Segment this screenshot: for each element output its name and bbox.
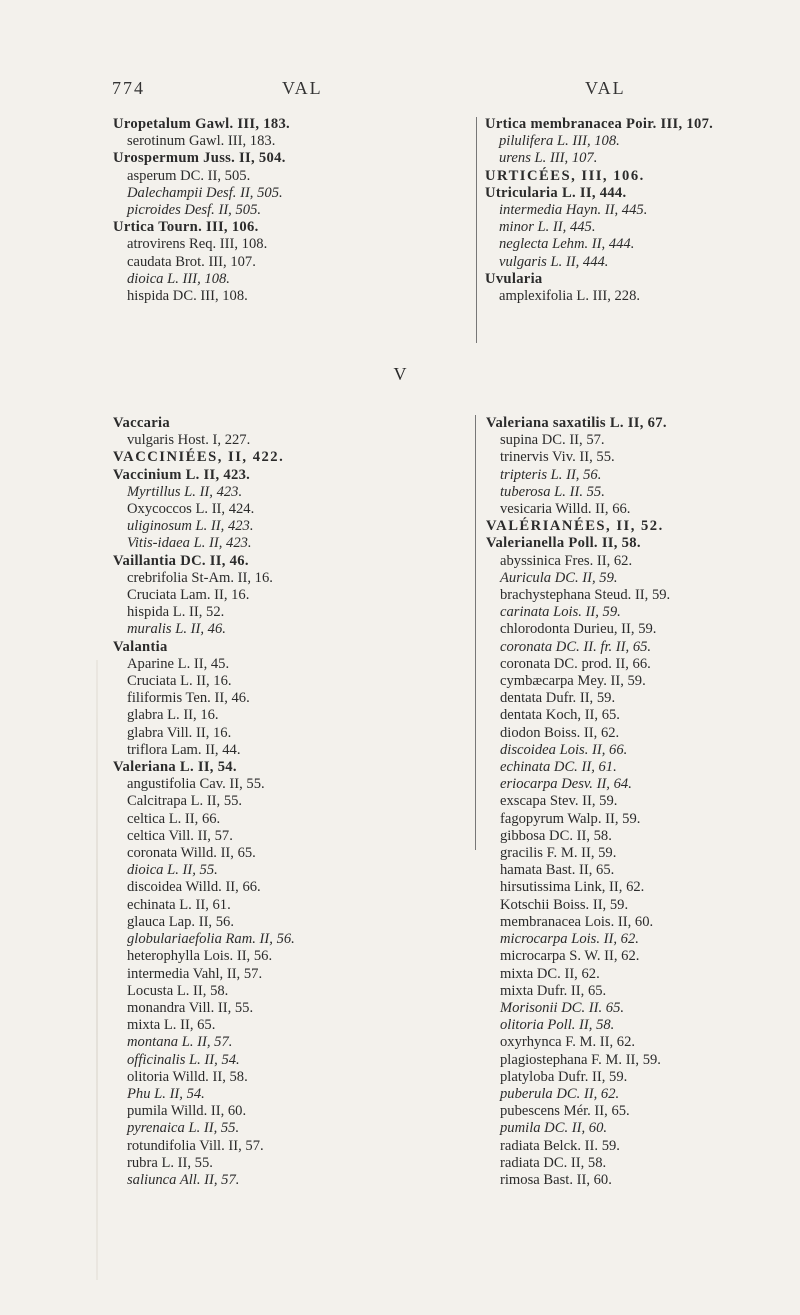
species-entry: officinalis L. II, 54. [127, 1051, 240, 1068]
running-head-left: VAL [282, 78, 323, 98]
species-entry: montana L. II, 57. [127, 1034, 233, 1051]
species-entry: puberula DC. II, 62. [500, 1085, 620, 1102]
page-number: 774 [112, 78, 145, 98]
species-entry: Oxycoccos L. II, 424. [127, 501, 255, 518]
species-entry: angustifolia Cav. II, 55. [127, 776, 265, 793]
species-entry: uliginosum L. II, 423. [127, 518, 254, 535]
species-entry: tripteris L. II, 56. [500, 466, 602, 483]
species-entry: Myrtillus L. II, 423. [127, 483, 243, 500]
species-entry: Vitis-idaea L. II, 423. [127, 535, 252, 552]
species-entry: globulariaefolia Ram. II, 56. [127, 931, 295, 948]
species-entry: glabra L. II, 16. [127, 707, 219, 724]
index-column-bottom-left [113, 415, 458, 1189]
species-entry: intermedia Vahl, II, 57. [127, 965, 263, 982]
genus-entry: Uropetalum Gawl. III, 183. [113, 116, 290, 132]
species-entry: microcarpa S. W. II, 62. [500, 948, 640, 965]
species-entry: Calcitrapa L. II, 55. [127, 793, 243, 810]
genus-entry: Valeriana L. II, 54. [113, 759, 237, 776]
section-letter: V [393, 364, 407, 384]
genus-entry: Utricularia L. II, 444. [485, 184, 627, 201]
species-entry: diodon Boiss. II, 62. [500, 724, 620, 741]
species-entry: muralis L. II, 46. [127, 621, 226, 638]
species-entry: pyrenaica L. II, 55. [127, 1120, 240, 1137]
running-head-right: VAL [585, 78, 626, 98]
species-entry: amplexifolia L. III, 228. [499, 288, 641, 305]
species-entry: exscapa Stev. II, 59. [500, 793, 618, 810]
species-entry: dentata Dufr. II, 59. [500, 690, 616, 707]
genus-entry: Valeriana saxatilis L. II, 67. [486, 415, 667, 431]
species-entry: rotundifolia Vill. II, 57. [127, 1137, 264, 1154]
species-entry: gibbosa DC. II, 58. [500, 827, 612, 844]
species-entry: pumila Willd. II, 60. [127, 1103, 247, 1120]
species-entry: Auricula DC. II, 59. [500, 569, 618, 586]
species-entry: vulgaris L. II, 444. [499, 253, 609, 270]
genus-entry: Valantia [113, 638, 168, 655]
species-entry: tuberosa L. II. 55. [500, 483, 605, 500]
species-entry: filiformis Ten. II, 46. [127, 690, 250, 707]
species-entry: dentata Koch, II, 65. [500, 707, 620, 724]
genus-entry: Uvularia [485, 270, 543, 287]
genus-entry: Urtica membranacea Poir. III, 107. [485, 116, 714, 132]
species-entry: rubra L. II, 55. [127, 1154, 213, 1171]
species-entry: membranacea Lois. II, 60. [500, 913, 654, 930]
species-entry: carinata Lois. II, 59. [500, 604, 621, 621]
species-entry: chlorodonta Durieu, II, 59. [500, 621, 657, 638]
species-entry: eriocarpa Desv. II, 64. [500, 776, 632, 793]
species-entry: supina DC. II, 57. [500, 432, 605, 449]
family-entry: VALÉRIANÉES, II, 52. [486, 518, 664, 535]
species-entry: crebrifolia St-Am. II, 16. [127, 569, 273, 586]
species-entry: discoidea Willd. II, 66. [127, 879, 261, 896]
species-entry: celtica Vill. II, 57. [127, 827, 233, 844]
page-edge-shadow [96, 660, 98, 1280]
species-entry: fagopyrum Walp. II, 59. [500, 810, 641, 827]
species-entry: cymbæcarpa Mey. II, 59. [500, 673, 646, 690]
species-entry: oxyrhynca F. M. II, 62. [500, 1034, 636, 1051]
genus-entry: Vaccaria [113, 415, 170, 431]
species-entry: serotinum Gawl. III, 183. [127, 133, 276, 150]
species-entry: platyloba Dufr. II, 59. [500, 1068, 628, 1085]
species-entry: microcarpa Lois. II, 62. [500, 931, 639, 948]
species-entry: hamata Bast. II, 65. [500, 862, 615, 879]
species-entry: echinata L. II, 61. [127, 896, 231, 913]
species-entry: caudata Brot. III, 107. [127, 253, 256, 270]
species-entry: Morisonii DC. II. 65. [500, 999, 625, 1016]
species-entry: neglecta Lehm. II, 444. [499, 236, 635, 253]
species-entry: Cruciata Lam. II, 16. [127, 587, 250, 604]
species-entry: Cruciata L. II, 16. [127, 673, 232, 690]
species-entry: Aparine L. II, 45. [127, 655, 230, 672]
species-entry: asperum DC. II, 505. [127, 167, 251, 184]
species-entry: echinata DC. II, 61. [500, 759, 617, 776]
species-entry: saliunca All. II, 57. [127, 1171, 240, 1188]
species-entry: coronata Willd. II, 65. [127, 845, 256, 862]
index-column-top-left [113, 116, 413, 305]
family-entry: URTICÉES, III, 106. [485, 167, 645, 184]
species-entry: Dalechampii Desf. II, 505. [127, 184, 283, 201]
species-entry: coronata DC. II. fr. II, 65. [500, 638, 652, 655]
species-entry: intermedia Hayn. II, 445. [499, 202, 648, 219]
species-entry: brachystephana Steud. II, 59. [500, 587, 671, 604]
species-entry: Phu L. II, 54. [127, 1085, 205, 1102]
species-entry: mixta Dufr. II, 65. [500, 982, 607, 999]
species-entry: vulgaris Host. I, 227. [127, 432, 251, 449]
species-entry: pumila DC. II, 60. [500, 1120, 608, 1137]
species-entry: Locusta L. II, 58. [127, 982, 229, 999]
species-entry: triflora Lam. II, 44. [127, 741, 241, 758]
species-entry: olitoria Willd. II, 58. [127, 1068, 248, 1085]
genus-entry: Vaillantia DC. II, 46. [113, 552, 249, 569]
species-entry: celtica L. II, 66. [127, 810, 221, 827]
genus-entry: Urospermum Juss. II, 504. [113, 150, 286, 167]
species-entry: coronata DC. prod. II, 66. [500, 655, 651, 672]
species-entry: hirsutissima Link, II, 62. [500, 879, 645, 896]
species-entry: minor L. II, 445. [499, 219, 596, 236]
species-entry: vesicaria Willd. II, 66. [500, 501, 631, 518]
species-entry: dioica L. III, 108. [127, 270, 230, 287]
species-entry: mixta DC. II, 62. [500, 965, 600, 982]
species-entry: trinervis Viv. II, 55. [500, 449, 615, 466]
species-entry: urens L. III, 107. [499, 150, 598, 167]
species-entry: monandra Vill. II, 55. [127, 999, 254, 1016]
genus-entry: Urtica Tourn. III, 106. [113, 219, 259, 236]
species-entry: gracilis F. M. II, 59. [500, 845, 617, 862]
species-entry: hispida DC. III, 108. [127, 288, 248, 305]
species-entry: pilulifera L. III, 108. [499, 133, 620, 150]
species-entry: pubescens Mér. II, 65. [500, 1103, 630, 1120]
index-column-bottom-right [486, 415, 796, 1189]
species-entry: picroides Desf. II, 505. [127, 202, 262, 219]
species-entry: plagiostephana F. M. II, 59. [500, 1051, 661, 1068]
index-column-top-right [485, 116, 795, 305]
species-entry: atrovirens Req. III, 108. [127, 236, 268, 253]
species-entry: hispida L. II, 52. [127, 604, 225, 621]
genus-entry: Valerianella Poll. II, 58. [486, 535, 641, 552]
genus-entry: Vaccinium L. II, 423. [113, 466, 251, 483]
species-entry: dioica L. II, 55. [127, 862, 218, 879]
species-entry: olitoria Poll. II, 58. [500, 1017, 615, 1034]
species-entry: discoidea Lois. II, 66. [500, 741, 628, 758]
species-entry: Kotschii Boiss. II, 59. [500, 896, 629, 913]
species-entry: glauca Lap. II, 56. [127, 913, 234, 930]
species-entry: glabra Vill. II, 16. [127, 724, 232, 741]
species-entry: heterophylla Lois. II, 56. [127, 948, 273, 965]
species-entry: abyssinica Fres. II, 62. [500, 552, 633, 569]
column-divider-top [476, 117, 477, 343]
species-entry: mixta L. II, 65. [127, 1017, 216, 1034]
species-entry: radiata DC. II, 58. [500, 1154, 607, 1171]
column-divider-bottom [475, 415, 476, 850]
family-entry: VACCINIÉES, II, 422. [113, 449, 285, 466]
species-entry: rimosa Bast. II, 60. [500, 1171, 612, 1188]
species-entry: radiata Belck. II. 59. [500, 1137, 620, 1154]
